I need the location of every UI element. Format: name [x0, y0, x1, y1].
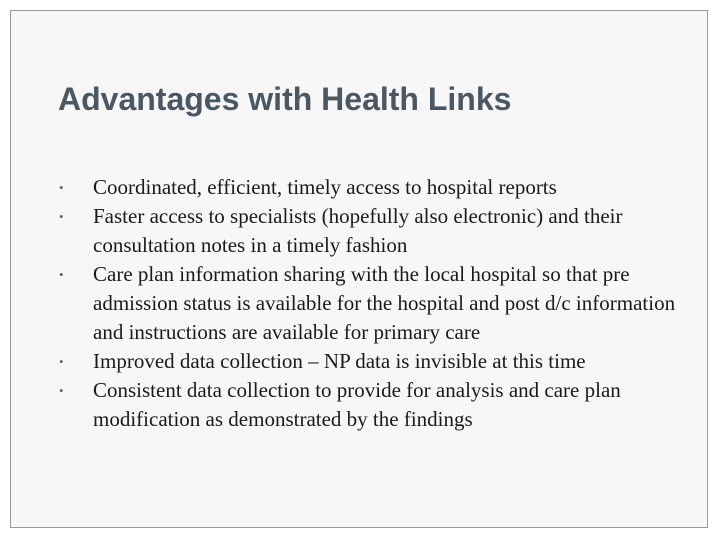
slide-title: Advantages with Health Links — [58, 81, 512, 117]
slide-frame — [10, 10, 708, 528]
bullet-text: Care plan information sharing with the local hospital so that pre admission status is available for the hospital and post d/c information and instructions are available for primary care — [93, 262, 676, 344]
bullet-item — [59, 173, 679, 202]
bullet-list — [59, 173, 679, 434]
bullet-text: Improved data collection – NP data is invisible at this time — [93, 349, 586, 373]
bullet-item — [59, 260, 679, 347]
bullet-text: Faster access to specialists (hopefully also electronic) and their consultation notes in a timely fashion — [93, 204, 623, 257]
bullet-dot-icon: • — [59, 267, 64, 282]
bullet-dot-icon: • — [59, 209, 64, 224]
bullet-dot-icon: • — [59, 354, 64, 369]
bullet-item — [59, 347, 679, 376]
bullet-text: Coordinated, efficient, timely access to hospital reports — [93, 175, 557, 199]
bullet-dot-icon: • — [59, 180, 64, 195]
bullet-item — [59, 202, 679, 260]
bullet-text: Consistent data collection to provide for analysis and care plan modification as demonstrated by the findings — [93, 378, 621, 431]
bullet-item — [59, 376, 679, 434]
bullet-dot-icon: • — [59, 383, 64, 398]
